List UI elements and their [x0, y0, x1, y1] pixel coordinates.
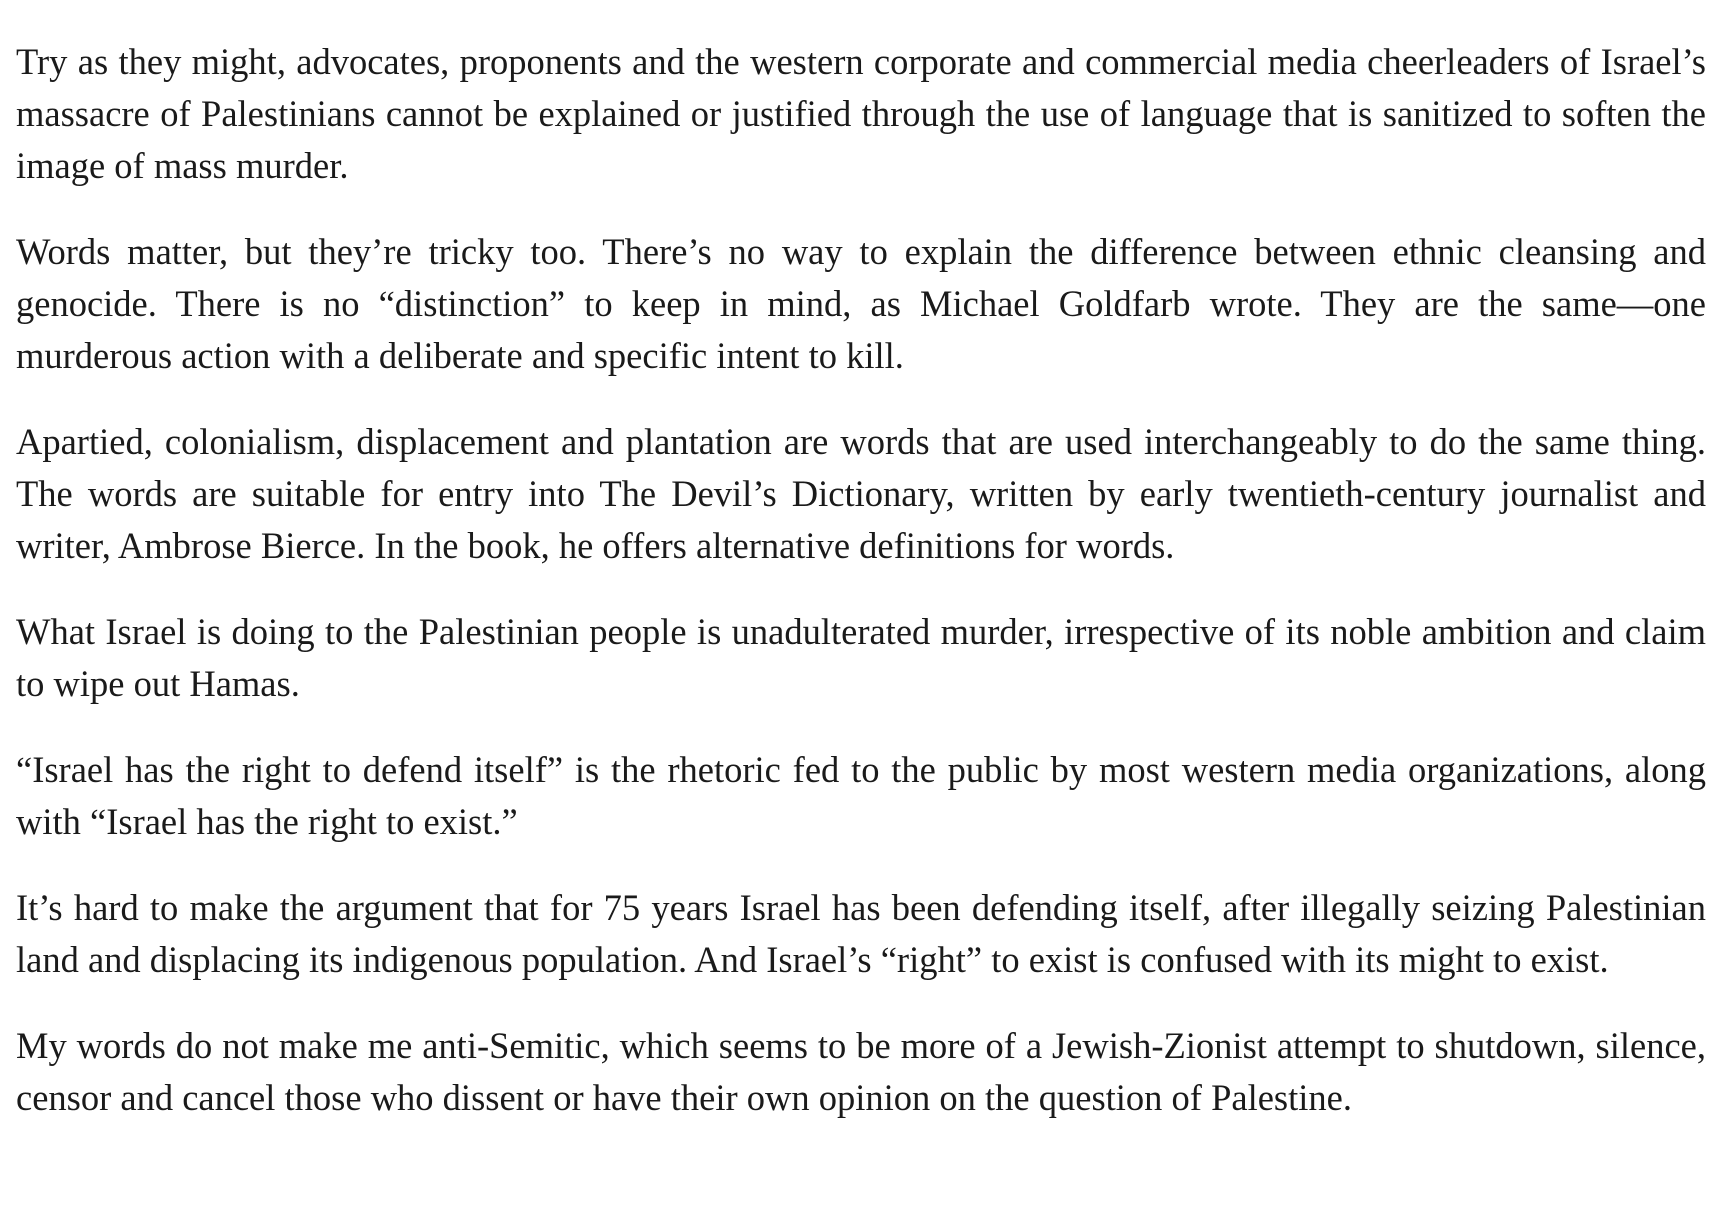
document-body [16, 36, 1706, 1124]
paragraph-4: What Israel is doing to the Palestinian people is unadulterated murder, irrespective of its noble ambition and claim to wipe out Hamas. [16, 611, 1706, 704]
paragraph-6: It’s hard to make the argument that for 75 years Israel has been defending itself, after illegally seizing Palestinian land and displacing its indigenous population. And Israel’s “right” to exist is confused with its might to exist. [16, 887, 1706, 980]
paragraph-5: “Israel has the right to defend itself” is the rhetoric fed to the public by most western media organizations, along with “Israel has the right to exist.” [16, 749, 1706, 842]
paragraph-1: Try as they might, advocates, proponents and the western corporate and commercial media cheerleaders of Israel’s massacre of Palestinians cannot be explained or justified through the use of language that is sanitized to soften the image of mass murder. [16, 41, 1706, 186]
paragraph-7: My words do not make me anti-Semitic, which seems to be more of a Jewish-Zionist attempt to shutdown, silence, censor and cancel those who dissent or have their own opinion on the question of Palestine. [16, 1025, 1706, 1118]
paragraph-3: Apartied, colonialism, displacement and plantation are words that are used interchangeably to do the same thing. The words are suitable for entry into The Devil’s Dictionary, written by early twentieth-century journalist and writer, Ambrose Bierce. In the book, he offers alternative definitions for words. [16, 421, 1706, 566]
paragraph-2: Words matter, but they’re tricky too. There’s no way to explain the difference between ethnic cleansing and genocide. There is no “distinction” to keep in mind, as Michael Goldfarb wrote. They are the same—one murderous action with a deliberate and specific intent to kill. [16, 231, 1706, 376]
